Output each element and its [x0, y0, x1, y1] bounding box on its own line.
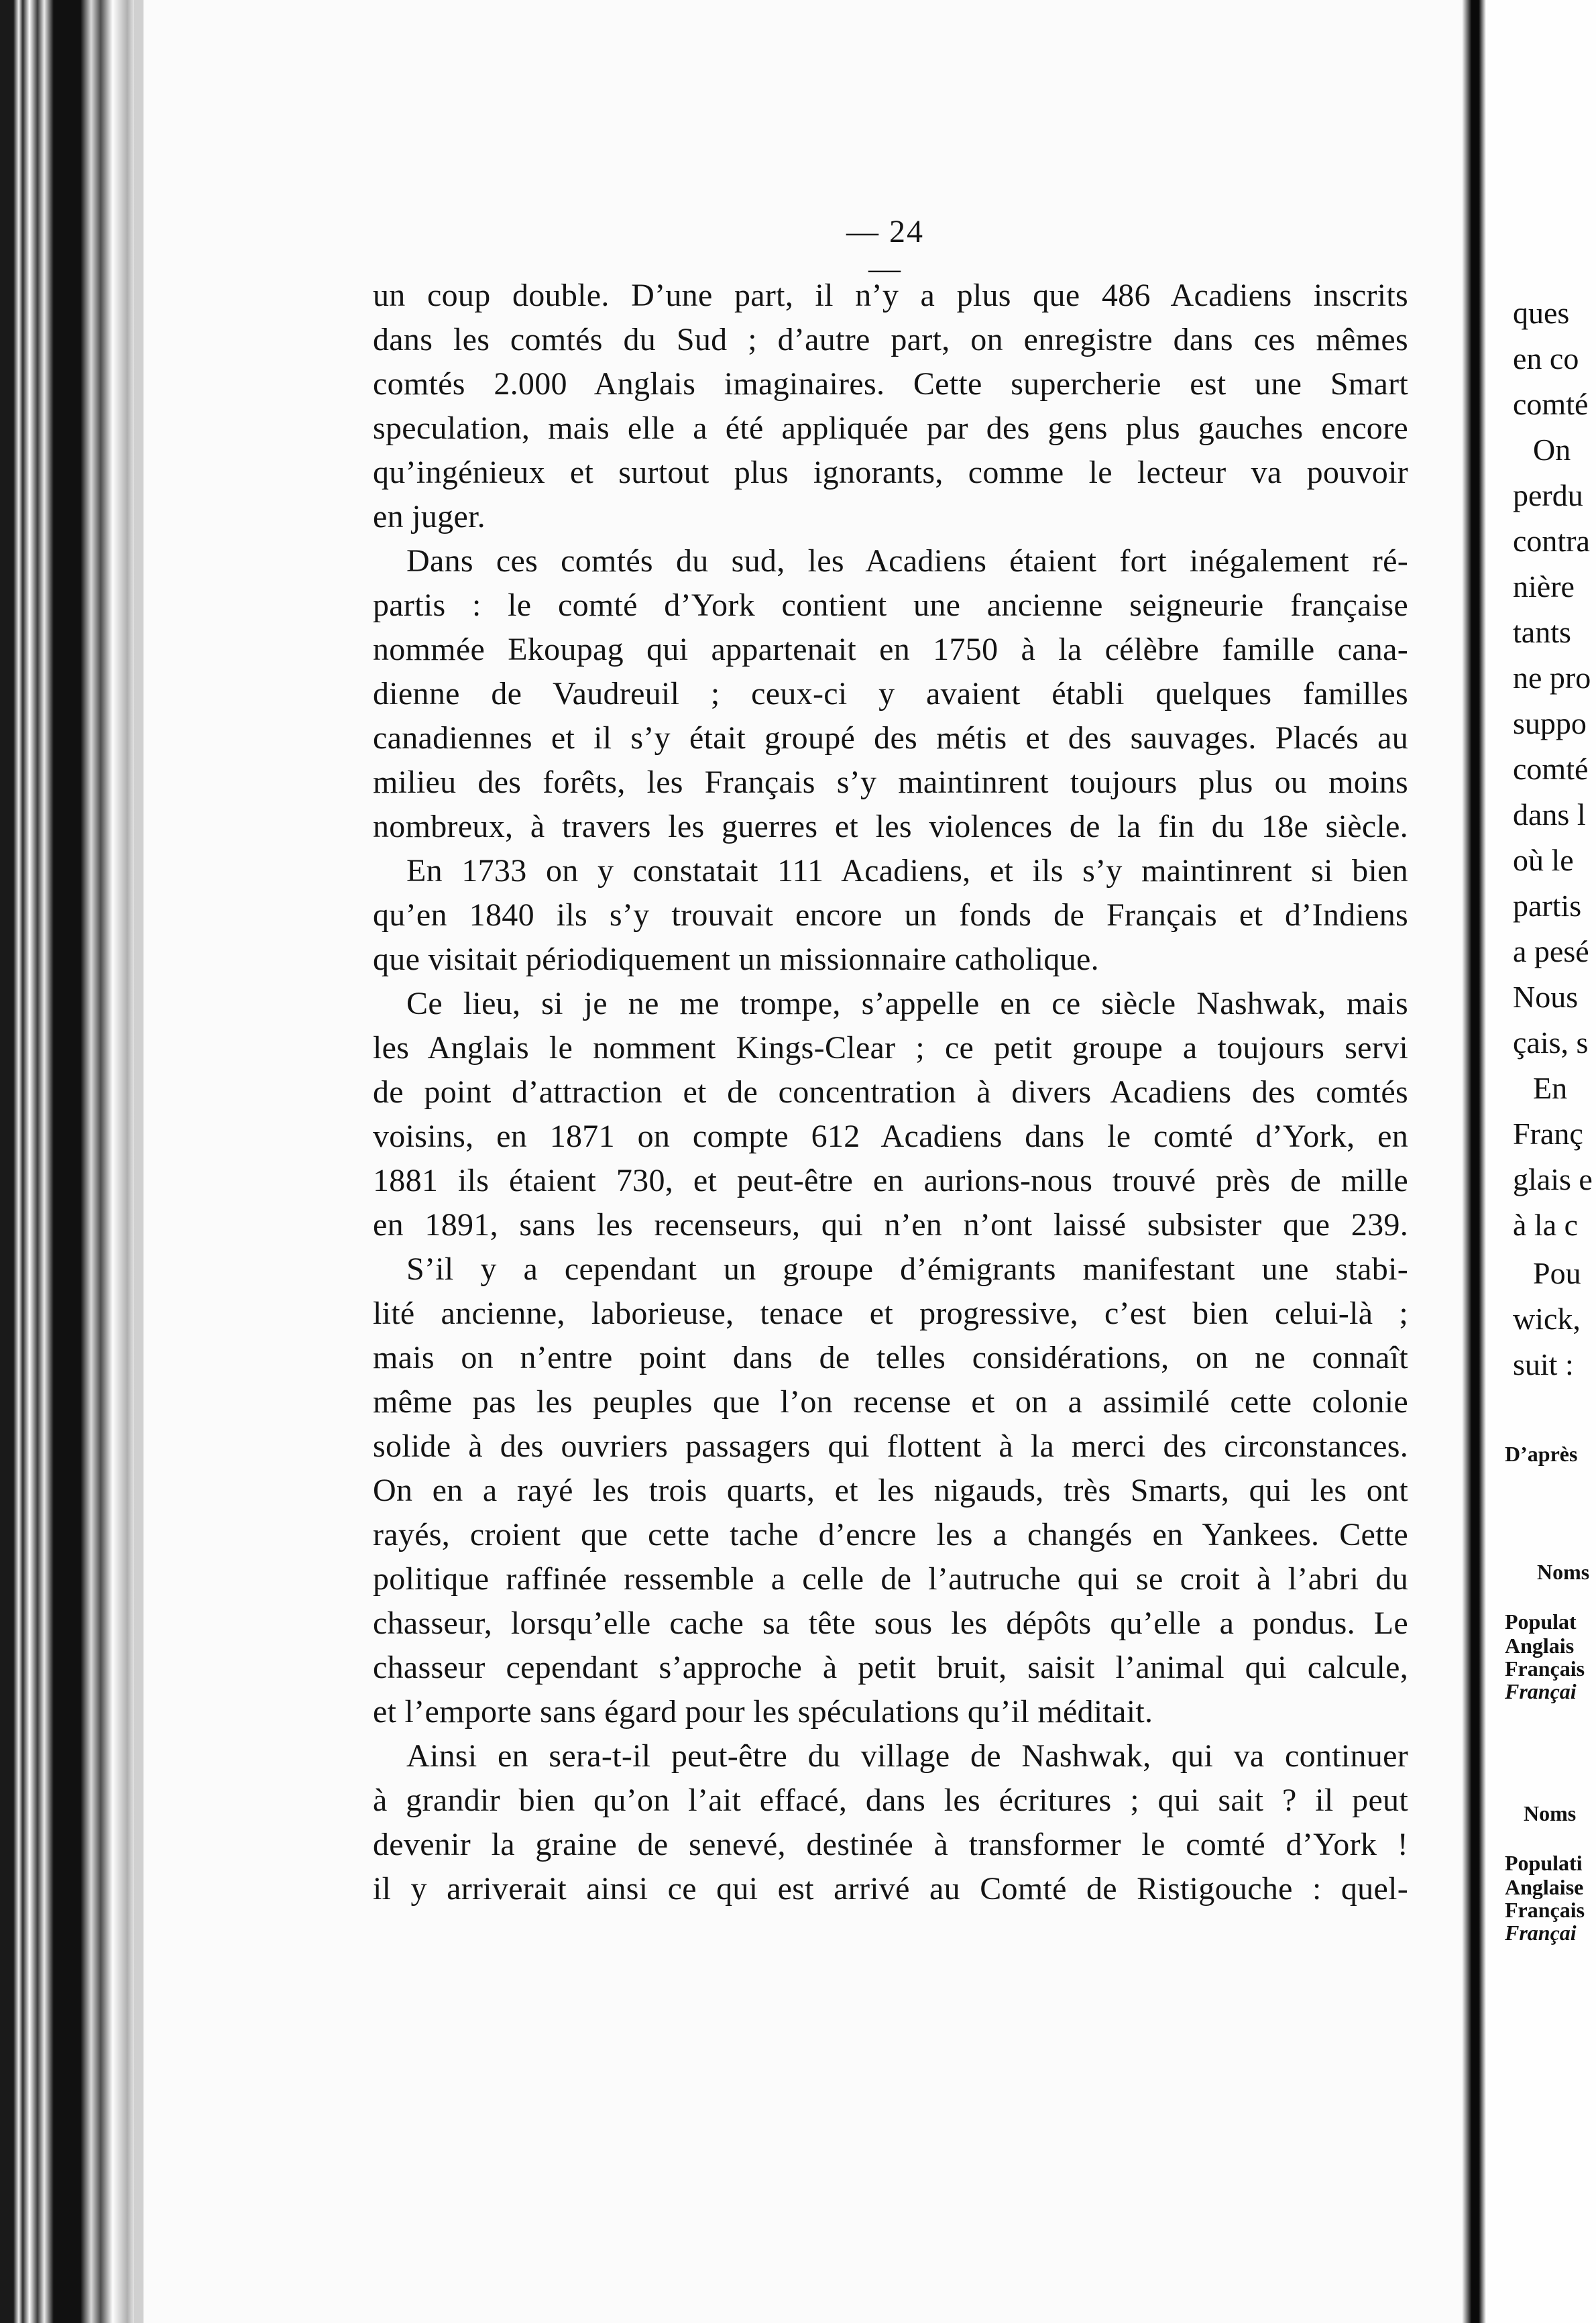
fragment-line: tants: [1513, 615, 1571, 649]
fragment-line: Anglaise: [1505, 1875, 1584, 1899]
adjacent-page-fragment: [1486, 0, 1596, 2323]
fragment-line: contra: [1513, 524, 1590, 558]
text-line: qu’ingénieux et surtout plus ignorants, comme le lecteur va pouvoir: [373, 455, 1408, 490]
fragment-line: nière: [1513, 569, 1575, 604]
fragment-line: Populati: [1505, 1851, 1583, 1875]
text-line: comtés 2.000 Anglais imaginaires. Cette supercherie est une Smart: [373, 366, 1408, 402]
main-text-block: [373, 274, 1408, 1911]
fragment-line: Populat: [1505, 1609, 1577, 1634]
text-line: dans les comtés du Sud ; d’autre part, on enregistre dans ces mêmes: [373, 322, 1408, 357]
fragment-line: comté: [1513, 387, 1589, 421]
text-line: lité ancienne, laborieuse, tenace et progressive, c’est bien celui-là ;: [373, 1296, 1408, 1331]
text-line: il y arriverait ainsi ce qui est arrivé au Comté de Ristigouche : quel-: [373, 1871, 1408, 1907]
fragment-line: Franç: [1513, 1117, 1583, 1151]
text-line: milieu des forêts, les Français s’y maintinrent toujours plus ou moins: [373, 764, 1408, 800]
fragment-line: Noms: [1537, 1560, 1590, 1584]
fragment-line: Pou: [1533, 1256, 1581, 1290]
text-line: S’il y a cependant un groupe d’émigrants manifestant une stabi-: [406, 1251, 1408, 1287]
text-line: Dans ces comtés du sud, les Acadiens étaient fort inégalement ré-: [406, 543, 1408, 579]
text-line: en 1891, sans les recenseurs, qui n’en n’ont laissé subsister que 239.: [373, 1207, 1408, 1243]
fragment-line: Nous: [1513, 980, 1579, 1014]
text-line: voisins, en 1871 on compte 612 Acadiens dans le comté d’York, en: [373, 1119, 1408, 1154]
book-binding-edge: [0, 0, 144, 2323]
fragment-line: On: [1533, 433, 1571, 467]
text-line: 1881 ils étaient 730, et peut-être en aurions-nous trouvé près de mille: [373, 1163, 1408, 1198]
text-line: de point d’attraction et de concentration à divers Acadiens des comtés: [373, 1074, 1408, 1110]
fragment-line: En: [1533, 1071, 1568, 1105]
fragment-line: partis: [1513, 889, 1582, 923]
fragment-line: dans l: [1513, 797, 1586, 832]
text-line: Ce lieu, si je ne me trompe, s’appelle en ce siècle Nashwak, mais: [406, 986, 1408, 1021]
fragment-line: a pesé: [1513, 934, 1589, 968]
text-line: devenir la graine de senevé, destinée à transformer le comté d’York !: [373, 1827, 1408, 1862]
fragment-line: wick,: [1513, 1302, 1581, 1336]
fragment-line: D’après: [1505, 1442, 1578, 1466]
text-line: politique raffinée ressemble a celle de l’autruche qui se croit à l’abri du: [373, 1561, 1408, 1597]
text-line: un coup double. D’une part, il n’y a plus que 486 Acadiens inscrits: [373, 278, 1408, 313]
fragment-line: Anglais: [1505, 1634, 1575, 1658]
page-number: — 24 —: [846, 214, 924, 286]
text-line: mais on n’entre point dans de telles considérations, on ne connaît: [373, 1340, 1408, 1375]
text-line: partis : le comté d’York contient une ancienne seigneurie française: [373, 587, 1408, 623]
text-line: en juger.: [373, 499, 486, 534]
text-line: les Anglais le nomment Kings-Clear ; ce petit groupe a toujours servi: [373, 1030, 1408, 1066]
text-line: speculation, mais elle a été appliquée par des gens plus gauches encore: [373, 410, 1408, 446]
fragment-line: ques: [1513, 296, 1570, 330]
fragment-line: Français: [1505, 1898, 1585, 1922]
text-line: En 1733 on y constatait 111 Acadiens, et ils s’y maintinrent si bien: [406, 853, 1408, 889]
fragment-line: Français: [1505, 1656, 1585, 1681]
fragment-line: en co: [1513, 341, 1579, 376]
book-gutter: [1462, 0, 1486, 2323]
fragment-line: Françai: [1505, 1679, 1577, 1703]
text-line: que visitait périodiquement un missionnaire catholique.: [373, 942, 1099, 977]
text-line: même pas les peuples que l’on recense et on a assimilé cette colonie: [373, 1384, 1408, 1420]
text-line: canadiennes et il s’y était groupé des métis et des sauvages. Placés au: [373, 720, 1408, 756]
text-line: solide à des ouvriers passagers qui flottent à la merci des circonstances.: [373, 1428, 1408, 1464]
fragment-line: suit :: [1513, 1347, 1574, 1381]
fragment-line: çais, s: [1513, 1025, 1589, 1060]
fragment-line: comté: [1513, 752, 1589, 786]
text-line: chasseur cependant s’approche à petit bruit, saisit l’animal qui calcule,: [373, 1650, 1408, 1685]
fragment-line: glais e: [1513, 1162, 1593, 1196]
text-line: Ainsi en sera-t-il peut-être du village de Nashwak, qui va continuer: [406, 1738, 1408, 1774]
fragment-line: Noms: [1524, 1801, 1577, 1825]
left-page-edge: [134, 0, 144, 2323]
fragment-line: ne pro: [1513, 661, 1591, 695]
text-line: nombreux, à travers les guerres et les violences de la fin du 18e siècle.: [373, 809, 1408, 844]
fragment-line: où le: [1513, 843, 1574, 877]
text-line: rayés, croient que cette tache d’encre les a changés en Yankees. Cette: [373, 1517, 1408, 1552]
text-line: et l’emporte sans égard pour les spéculations qu’il méditait.: [373, 1694, 1153, 1730]
text-line: qu’en 1840 ils s’y trouvait encore un fonds de Français et d’Indiens: [373, 897, 1408, 933]
fragment-line: perdu: [1513, 478, 1583, 512]
text-line: dienne de Vaudreuil ; ceux-ci y avaient établi quelques familles: [373, 676, 1408, 712]
text-line: On en a rayé les trois quarts, et les nigauds, très Smarts, qui les ont: [373, 1473, 1408, 1508]
text-line: chasseur, lorsqu’elle cache sa tête sous les dépôts qu’elle a pondus. Le: [373, 1605, 1408, 1641]
text-line: nommée Ekoupag qui appartenait en 1750 à la célèbre famille cana-: [373, 632, 1408, 667]
text-line: à grandir bien qu’on l’ait effacé, dans les écritures ; qui sait ? il peut: [373, 1782, 1408, 1818]
fragment-line: suppo: [1513, 706, 1587, 740]
fragment-line: Françai: [1505, 1921, 1577, 1945]
fragment-line: à la c: [1513, 1208, 1579, 1242]
